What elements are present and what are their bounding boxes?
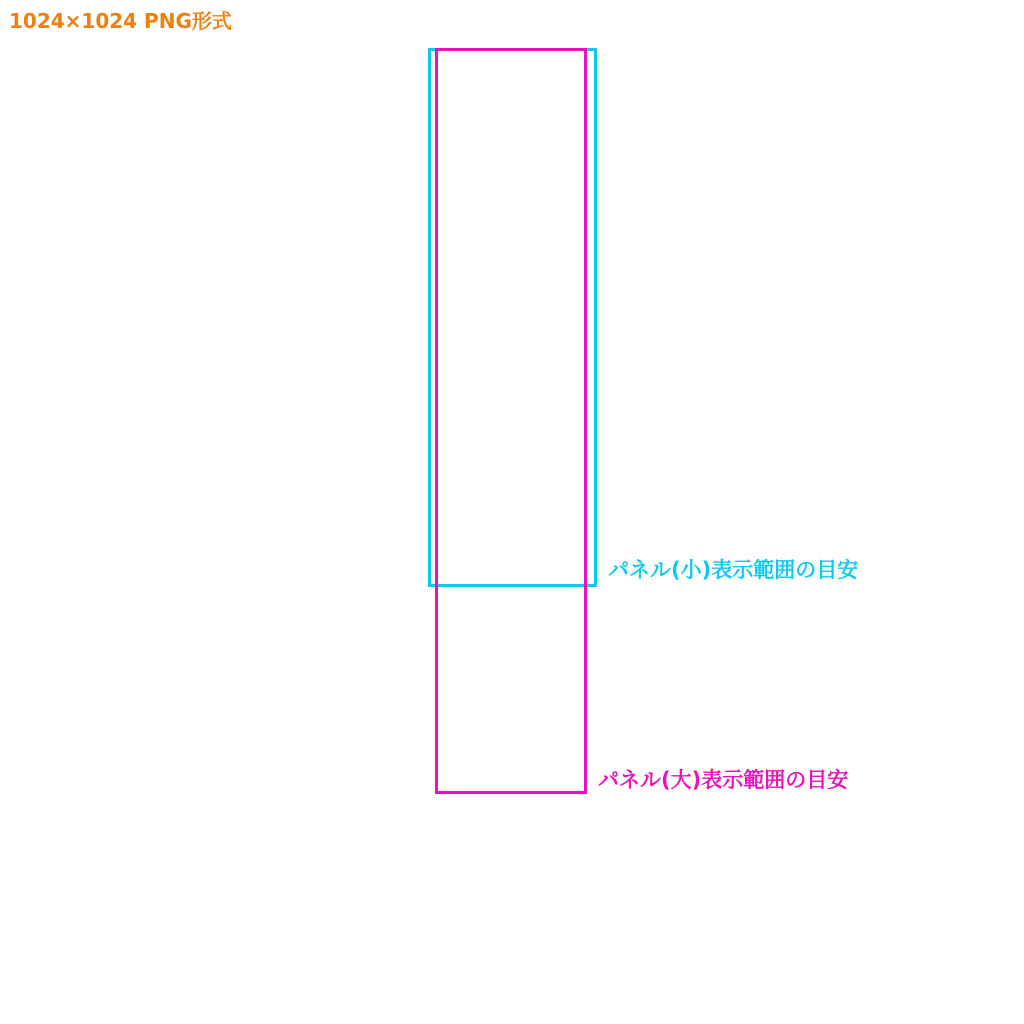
image-size-label: 1024×1024 PNG形式 [9, 9, 232, 33]
large-panel-guide-frame [435, 48, 587, 794]
small-panel-guide-caption: パネル(小)表示範囲の目安 [608, 558, 859, 582]
large-panel-guide-caption: パネル(大)表示範囲の目安 [598, 768, 849, 792]
